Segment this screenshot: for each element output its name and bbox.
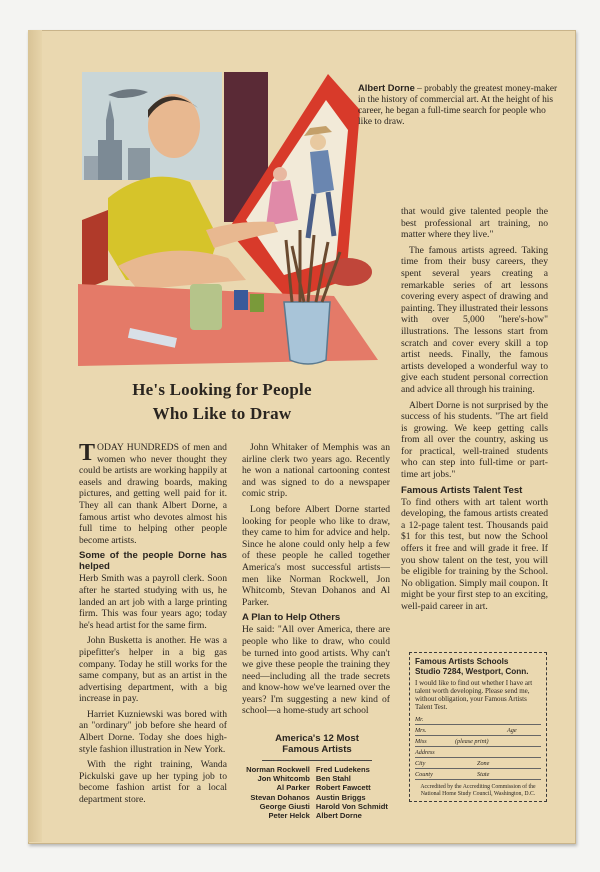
drawn-figure-head bbox=[310, 134, 326, 150]
coupon-city-field[interactable] bbox=[415, 759, 541, 769]
paragraph: that would give talented people the best professional art training, no matter where they live." bbox=[401, 206, 548, 241]
table-row bbox=[243, 774, 391, 783]
coupon-address-field[interactable] bbox=[415, 748, 541, 758]
paint-jar bbox=[250, 294, 264, 312]
coupon-mrs-field[interactable] bbox=[415, 726, 541, 736]
city-building bbox=[84, 156, 98, 180]
coupon-county-field[interactable] bbox=[415, 770, 541, 780]
field-label: Address bbox=[415, 749, 435, 757]
headline bbox=[72, 378, 372, 426]
drop-cap: T bbox=[79, 440, 96, 466]
column-3 bbox=[401, 206, 548, 617]
field-label: City bbox=[415, 760, 426, 768]
field-label: State bbox=[477, 771, 490, 779]
artist-name: Robert Fawcett bbox=[315, 783, 371, 793]
coupon-text: I would like to find out whether I have art talent worth developing. Please send me, without obligation, your Famous Artists Talent Test. bbox=[415, 679, 533, 712]
coupon-miss-field[interactable] bbox=[415, 737, 541, 747]
bowl bbox=[324, 258, 372, 286]
divider bbox=[262, 760, 372, 761]
artist-name: Fred Ludekens bbox=[315, 765, 370, 774]
paragraph: John Whitaker of Memphis was an airline clerk two years ago. Recently he won a national cartooning contest and was signed to do a newspaper comic strip. bbox=[242, 442, 390, 500]
drawn-woman-head bbox=[273, 167, 287, 181]
paragraph: John Busketta is another. He was a pipefitter's helper in a big gas company. Today he still works for the same company, but as an artist in the advertising department, with a big increase in pay. bbox=[79, 635, 227, 705]
artist-illustration bbox=[78, 70, 388, 370]
paragraph: With the right training, Wanda Pickulski gave up her typing job to become fashion artist for a local department store. bbox=[79, 759, 227, 806]
artist-caption bbox=[358, 82, 558, 128]
field-label: Miss bbox=[415, 738, 427, 746]
artist-name: Albert Dorne bbox=[315, 811, 362, 821]
artist-name: Stevan Dohanos bbox=[250, 792, 310, 802]
artist-name: Peter Helck bbox=[268, 811, 310, 821]
field-label: County bbox=[415, 771, 433, 779]
field-label: (please print) bbox=[455, 738, 489, 746]
field-label: Age bbox=[507, 727, 517, 735]
page-binding-edge bbox=[28, 30, 42, 842]
subhead-talent-test: Famous Artists Talent Test bbox=[401, 484, 523, 496]
paragraph: Long before Albert Dorne started looking for people who like to draw, they came to him for advice and help. Since he alone could only help a few of these people he called together America's most successful artists—men like Norman Rockwell, Jon Whitcomb, Stevan Dohanos and Al Parker. bbox=[242, 503, 390, 608]
artist-name: Jon Whitcomb bbox=[257, 774, 310, 784]
field-label: Mr. bbox=[415, 716, 424, 724]
coupon-mr-field[interactable] bbox=[415, 715, 541, 725]
column-1 bbox=[79, 442, 227, 810]
coupon-studio: Studio 7284, Westport, Conn. bbox=[415, 666, 529, 676]
table-row bbox=[243, 811, 391, 820]
headline-line-2: Who Like to Draw bbox=[152, 404, 292, 423]
field-label: Zone bbox=[477, 760, 490, 768]
coupon-accreditation: Accredited by the Accrediting Commission of the National Home Study Council, Washington, D.C. bbox=[420, 784, 536, 798]
table-row bbox=[243, 765, 391, 774]
intro-lead: ODAY HUNDREDS bbox=[97, 442, 179, 453]
table-row bbox=[243, 802, 391, 811]
paint-jars-stack bbox=[190, 284, 222, 330]
chair bbox=[82, 210, 108, 290]
table-row bbox=[243, 783, 391, 792]
artist-name: Norman Rockwell bbox=[246, 765, 310, 774]
field-label: Mrs. bbox=[415, 727, 427, 735]
brush-jar bbox=[284, 302, 330, 364]
mail-coupon[interactable] bbox=[409, 652, 547, 802]
intro-rest: of men and women who never thought they could be artists are working happily at easels and drawing boards, making pictures, and getting well paid for it. They all can thank Albert Dorne, a famous artist who devotes almost his full time to helping other people become artists. bbox=[79, 442, 227, 546]
caption-name: Albert Dorne bbox=[358, 82, 415, 93]
subhead-people-helped: Some of the people Dorne has helped bbox=[79, 550, 227, 573]
paragraph: Harriet Kuzniewski was bored with an "ordinary" job before she heard of Albert Dorne. Today she does high-style fashion illustration in New York. bbox=[79, 708, 227, 755]
famous-artists-title-2: Famous Artists bbox=[282, 744, 352, 755]
city-building bbox=[128, 148, 150, 180]
paragraph: Albert Dorne is not surprised by the success of his students. "The art field is growing. We keep getting calls from all over the country, asking us for practical, well-trained students who can step into full-time or part-time art jobs." bbox=[401, 399, 548, 481]
headline-line-1: He's Looking for People bbox=[132, 380, 312, 399]
famous-artists-table bbox=[243, 765, 391, 820]
coupon-school: Famous Artists Schools bbox=[415, 657, 509, 666]
paint-jar bbox=[234, 290, 248, 310]
subhead-plan: A Plan to Help Others bbox=[242, 612, 341, 624]
famous-artists-box bbox=[242, 733, 392, 820]
paragraph: To find others with art talent worth developing, the famous artists created a 12-page talent test. Thousands paid $1 for this test, but now the School offers it free and will grade it free. If you show talent on the test, you will be eligible for training by the School. No obligation. Simply mail coupon. It might be your first step to an exciting, well-paid career in art. bbox=[401, 496, 548, 612]
artist-name: George Giusti bbox=[259, 801, 310, 811]
column-2 bbox=[242, 442, 390, 721]
artist-name: Austin Briggs bbox=[315, 792, 366, 802]
paragraph: He said: "All over America, there are people who like to draw, who could be turned into good artists. Why can't we give these people the training they need—including all the trade secrets and know-how we've learned over the years? I'm suggesting a new kind of school—a home-study art school bbox=[242, 624, 390, 717]
famous-artists-title-1: America's 12 Most bbox=[275, 733, 359, 744]
paragraph: The famous artists agreed. Taking time from their busy careers, they spent several years creating a remarkable series of art lessons covering every aspect of drawing and painting. They illustrated their lessons with over 5,000 "here's-how" illustrations. The lessons start from scratch and cover every skill a top artist needs. Finally, the famous artists developed a wonderful way to give each student personal correction and advice all through his training. bbox=[401, 244, 548, 395]
table-row bbox=[243, 793, 391, 802]
paragraph: Herb Smith was a payroll clerk. Soon after he started studying with us, he landed an art job with a large printing firm. This was four years ago; today he's head artist for the same firm. bbox=[79, 573, 227, 631]
intro-paragraph bbox=[79, 442, 227, 546]
artist-name: Ben Stahl bbox=[315, 774, 351, 784]
table bbox=[78, 284, 378, 366]
artist-name: Al Parker bbox=[276, 783, 310, 793]
caption-text: – probably the greatest money-maker in the history of commercial art. At the height of his career, he began a full-time search for people who like to draw. bbox=[358, 84, 558, 127]
artist-name: Harold Von Schmidt bbox=[315, 801, 388, 811]
